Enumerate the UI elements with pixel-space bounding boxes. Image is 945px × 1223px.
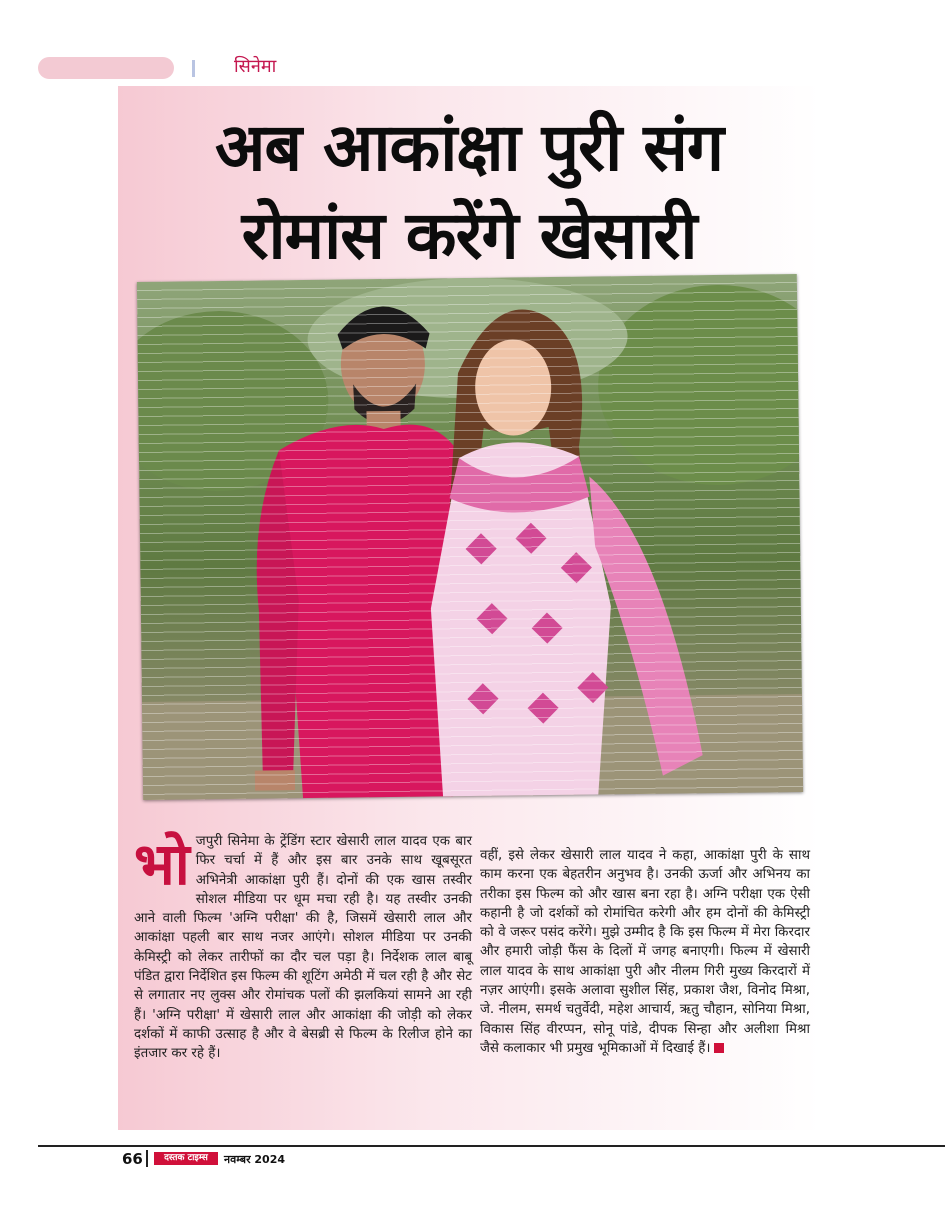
article-body — [134, 832, 810, 1102]
section-separator — [192, 60, 195, 77]
magazine-logo: दस्तक टाइम्स — [154, 1152, 218, 1165]
section-label: सिनेमा — [234, 56, 277, 77]
column-1-text: जपुरी सिनेमा के ट्रेंडिंग स्टार खेसारी लाल यादव एक बार फिर चर्चा में हैं और इस बार उनके साथ खूबसूरत अभिनेत्री आकांक्षा पुरी हैं। दोनों की एक खास तस्वीर सोशल मीडिया पर धूम मचा रही है। यह तस्वीर उनकी आने वाली फिल्म 'अग्नि परीक्षा' की है, जिसमें खेसारी लाल और आकांक्षा पहली बार साथ नजर आएंगे। सोशल मीडिया पर उनकी केमिस्ट्री को लेकर तारीफों का दौर चल पड़ा है। निर्देशक लाल बाबू पंडित द्वारा निर्देशित इस फिल्म की शूटिंग अमेठी में चल रही है और सेट से लगातार नए लुक्स और रोमांचक पलों की झलकियां सामने आ रही हैं। 'अग्नि परीक्षा' में खेसारी लाल और आकांक्षा की जोड़ी को लेकर दर्शकों में काफी उत्साह है और वे बेसब्री से फिल्म के रिलीज होने का इंतजार कर रहे हैं। — [134, 834, 472, 1062]
column-2-text: वहीं, इसे लेकर खेसारी लाल यादव ने कहा, आकांक्षा पुरी के साथ काम करना एक बेहतरीन अनुभव है। उनकी ऊर्जा और अभिनय का तरीका इस फिल्म को और खास बना रहा है। अग्नि परीक्षा एक ऐसी कहानी है जो दर्शकों को रोमांचित करेगी और हम दोनों की केमिस्ट्री को वे जरूर पसंद करेंगे। मुझे उम्मीद है कि इस फिल्म में मेरा किरदार और हमारी जोड़ी फैंस के दिलों में जगह बनाएगी। फिल्म में खेसारी लाल यादव के साथ आकांक्षा पुरी और नीलम गिरी मुख्य किरदारों में नज़र आएंगी। इसके अलावा सुशील सिंह, प्रकाश जैश, विनोद मिश्रा, जे. नीलम, समर्थ चतुर्वेदी, महेश आचार्य, ऋतु चौहान, सोनिया मिश्रा, विकास सिंह वीरप्पन, सोनू पांडे, दीपक सिन्हा और अलीशा मिश्रा जैसे कलाकार भी प्रमुख भूमिकाओं में दिखाई हैं। — [480, 848, 810, 1056]
page-number: 66 — [122, 1150, 143, 1168]
article-column-1 — [134, 832, 472, 1064]
headline-line-1: अब आकांक्षा पुरी संग — [214, 109, 724, 186]
footer-rule — [38, 1145, 945, 1147]
photo-scanlines — [137, 274, 803, 800]
issue-date: नवम्बर 2024 — [224, 1153, 286, 1166]
footer-separator — [146, 1150, 148, 1167]
headline — [118, 104, 820, 280]
dropcap: भो — [134, 830, 190, 898]
article-column-2 — [480, 846, 810, 1058]
section-tab-pill — [38, 57, 174, 79]
end-mark-icon — [714, 1043, 724, 1053]
couple-photo — [137, 274, 803, 800]
headline-line-2: रोमांस करेंगे खेसारी — [241, 197, 697, 274]
